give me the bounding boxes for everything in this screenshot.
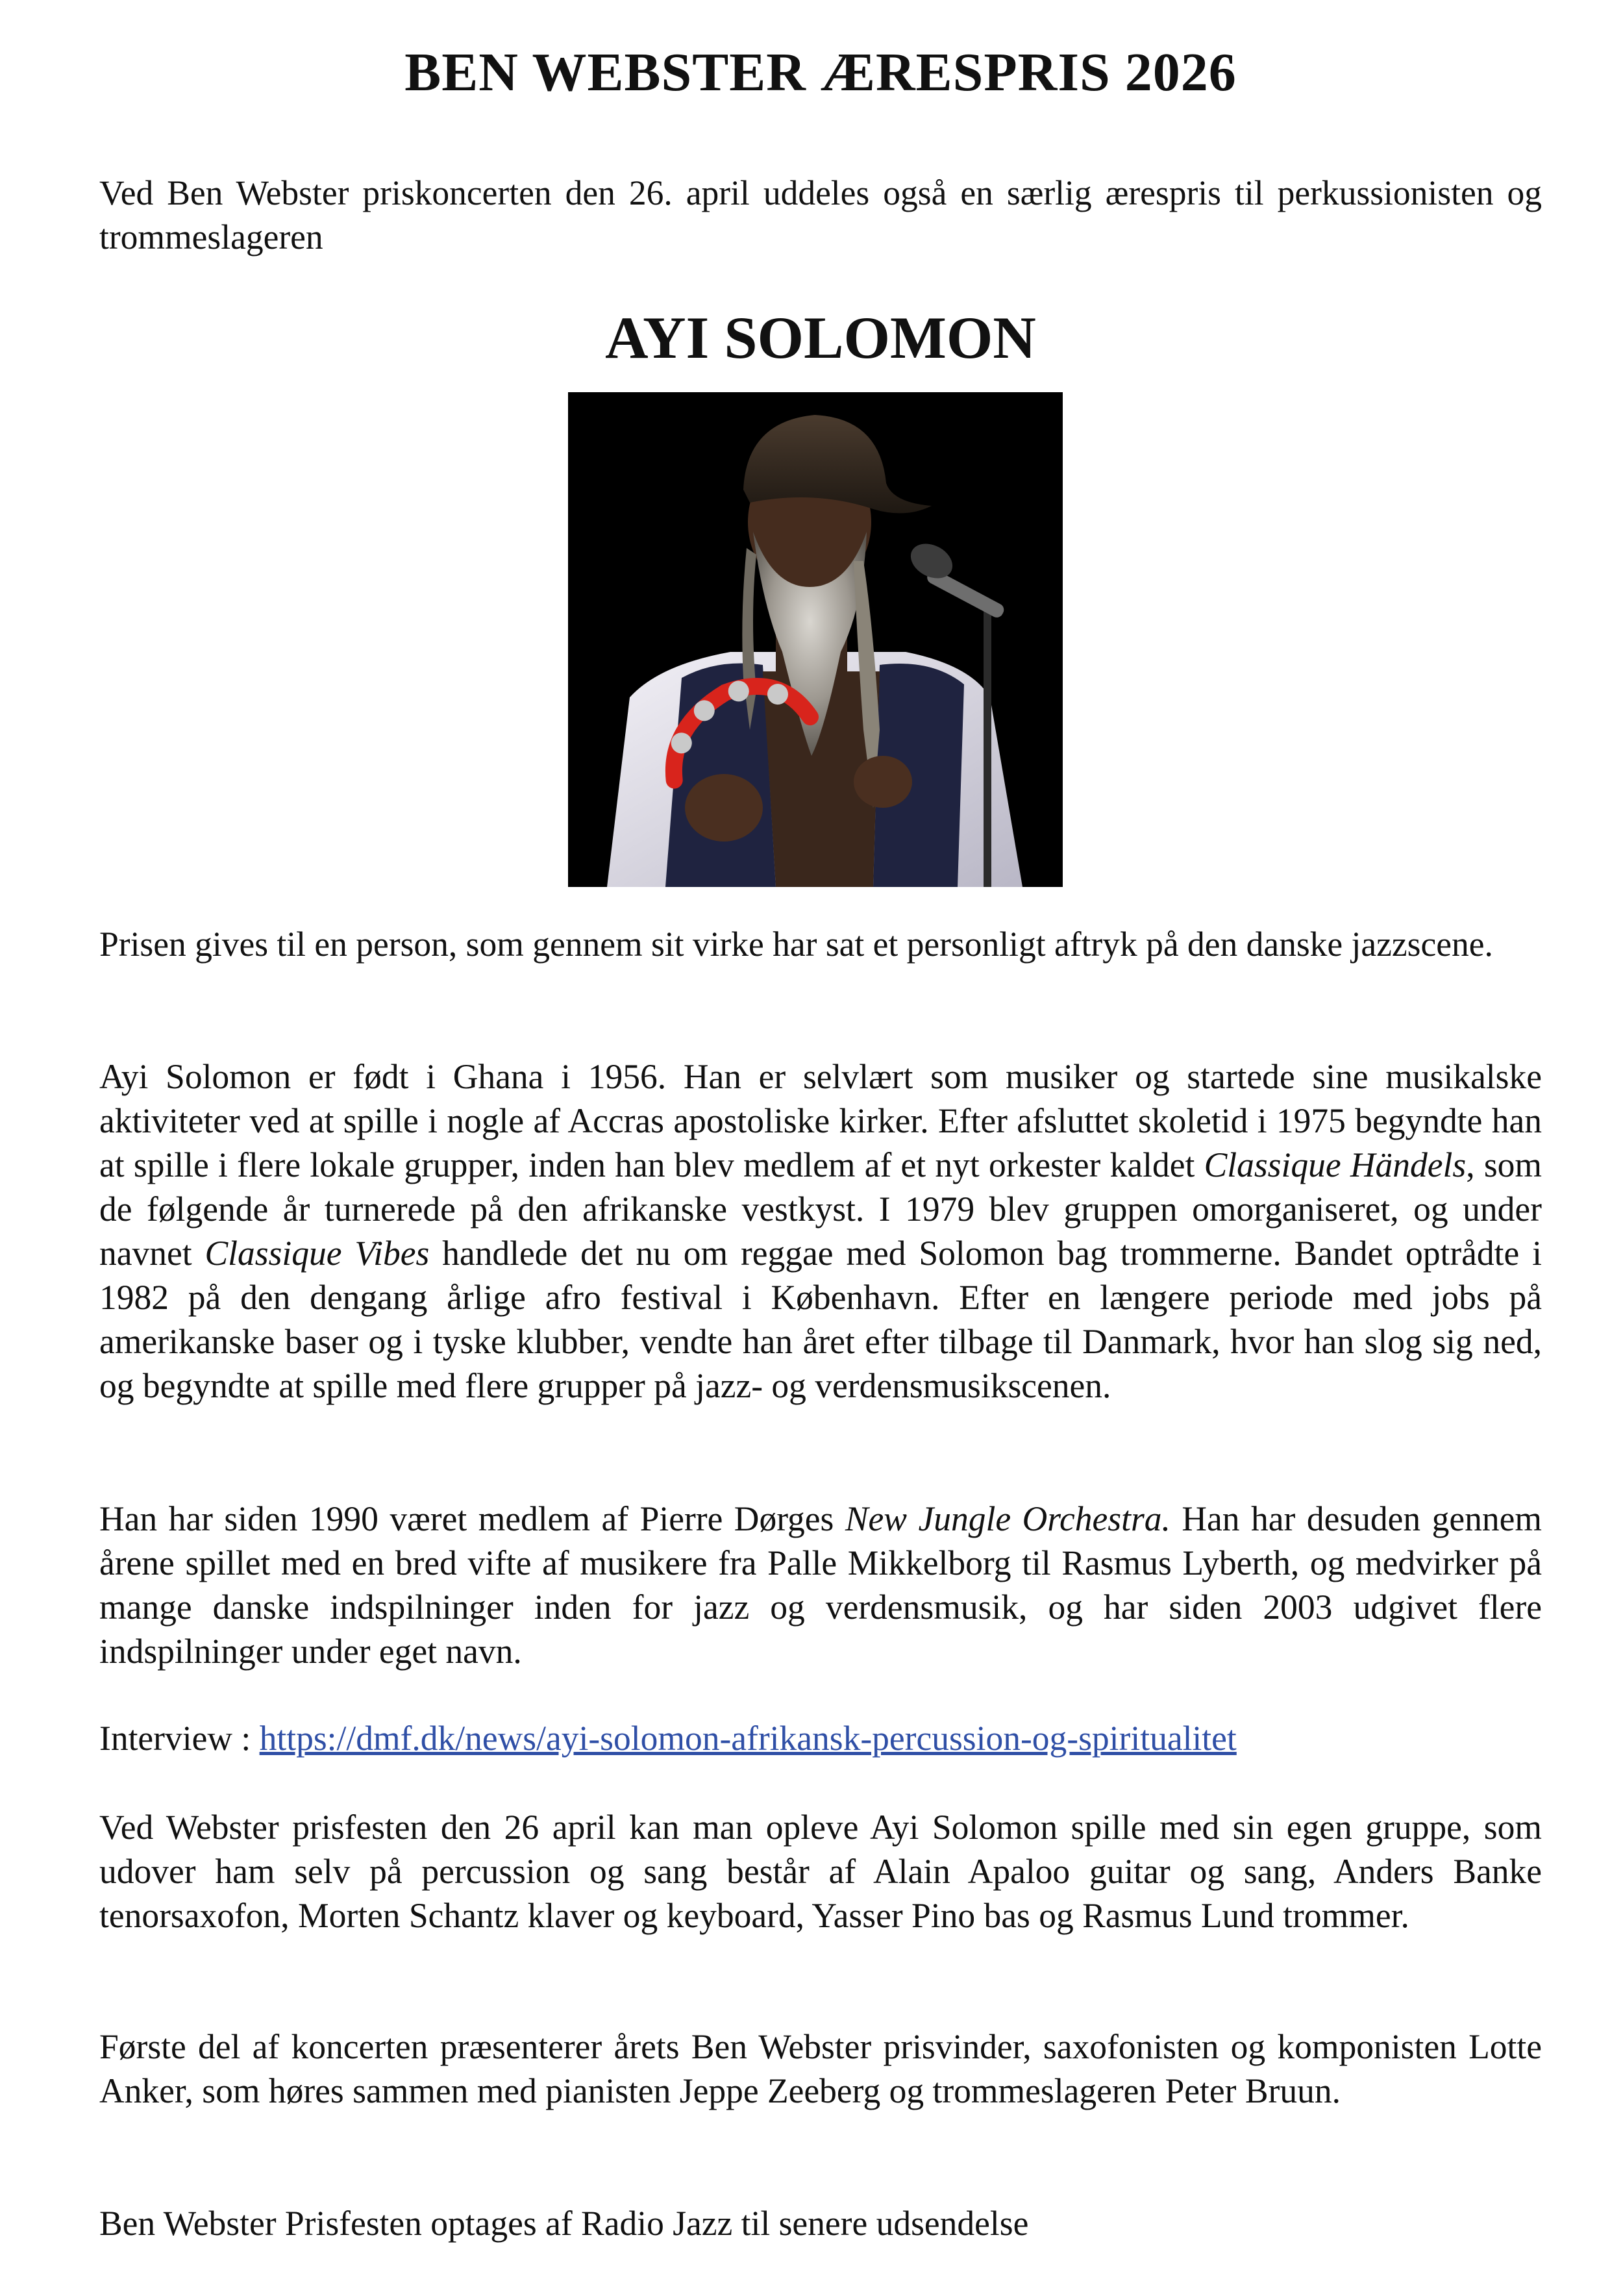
interview-label: Interview :: [99, 1719, 260, 1758]
page-title: BEN WEBSTER ÆRESPRIS 2026: [404, 42, 1237, 103]
career-paragraph: [99, 1497, 1542, 1673]
honoree-photo: [568, 392, 1063, 887]
portrait-photo-icon: [568, 392, 1063, 887]
broadcast-paragraph: Ben Webster Prisfesten optages af Radio Jazz til senere udsendelse: [99, 2204, 1029, 2243]
document-page: [99, 0, 1542, 2296]
career-text-2: Han har desuden gennem årene spillet med en bred vifte af musikere fra Palle Mikkelborg til Rasmus Lyberth, og medvirker på mange danske indspilninger inden for jazz og verdensmusik, og har siden 2003 udgivet flere indspilninger under eget navn.: [99, 1499, 1542, 1671]
biography-paragraph: [99, 1054, 1542, 1408]
honoree-name: AYI SOLOMON: [605, 305, 1036, 371]
concert-band-paragraph: Ved Webster prisfesten den 26 april kan man opleve Ayi Solomon spille med sin egen gruppe, som udover ham selv på percussion og sang består af Alain Apaloo guitar og sang, Anders Banke tenorsaxofon, Morten Schantz klaver og keyboard, Yasser Pino bas og Rasmus Lund trommer.: [99, 1808, 1542, 1935]
band-name-classique-handels: Classique Händels: [1204, 1145, 1467, 1184]
biography-text-2: , som de følgende år turnerede på den afrikanske vestkyst. I 1979 blev gruppen omorganiseret, og under navnet: [99, 1145, 1542, 1273]
career-text-1: Han har siden 1990 været medlem af Pierre Dørges: [99, 1499, 845, 1538]
biography-text-3: handlede det nu om reggae med Solomon bag trommerne. Bandet optrådte i 1982 på den dengang årlige afro festival i København. Efter en længere periode med jobs på amerikanske baser og i tyske klubber, vendte han året efter tilbage til Danmark, hvor han slog sig ned, og begyndte at spille med flere grupper på jazz- og verdensmusikscenen.: [99, 1234, 1542, 1405]
interview-link[interactable]: https://dmf.dk/news/ayi-solomon-afrikansk-percussion-og-spiritualitet: [259, 1719, 1237, 1758]
prize-description-paragraph: Prisen gives til en person, som gennem sit virke har sat et personligt aftryk på den danske jazzscene.: [99, 925, 1493, 964]
intro-paragraph: Ved Ben Webster priskoncerten den 26. april uddeles også en særlig ærespris til perkussionisten og trommeslageren: [99, 173, 1542, 256]
first-part-paragraph: Første del af koncerten præsenterer årets Ben Webster prisvinder, saxofonisten og komponisten Lotte Anker, som høres sammen med pianisten Jeppe Zeeberg og trommeslageren Peter Bruun.: [99, 2027, 1542, 2110]
biography-text-1: Ayi Solomon er født i Ghana i 1956. Han er selvlært som musiker og startede sine musikalske aktiviteter ved at spille i nogle af Accras apostoliske kirker. Efter afsluttet skoletid i 1975 begyndte han at spille i flere lokale grupper, inden han blev medlem af et nyt orkester kaldet: [99, 1057, 1542, 1184]
orchestra-name: New Jungle Orchestra.: [845, 1499, 1171, 1538]
interview-paragraph: [99, 1716, 1542, 1760]
band-name-classique-vibes: Classique Vibes: [204, 1234, 430, 1273]
